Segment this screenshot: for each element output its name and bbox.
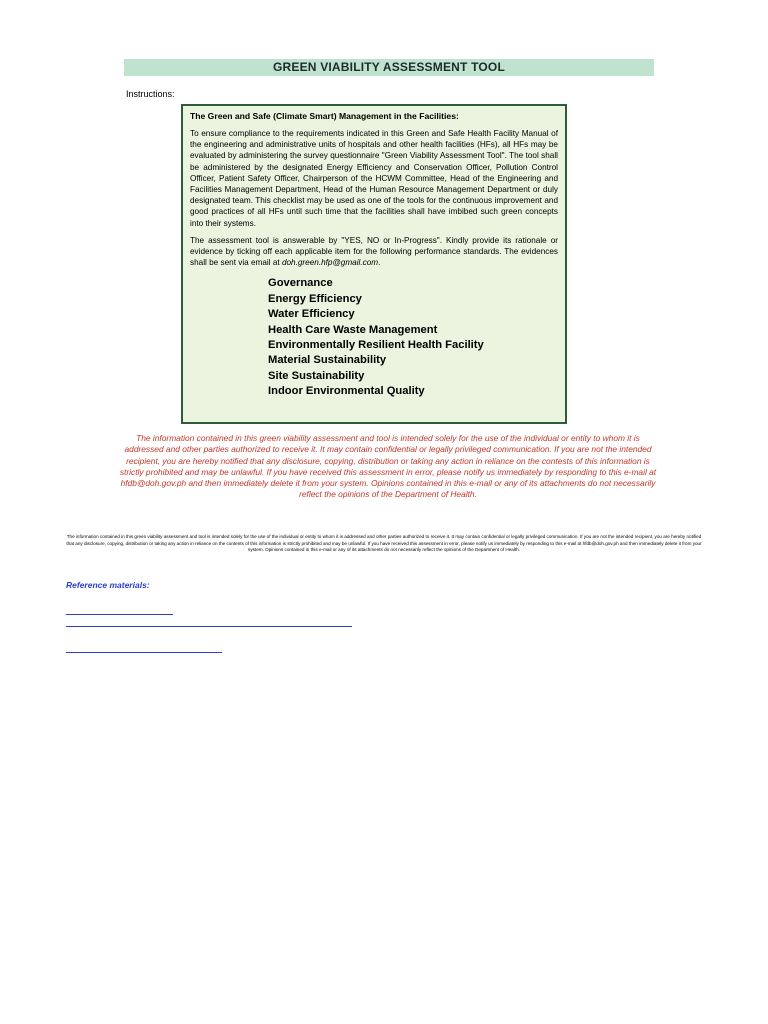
standard-item: Indoor Environmental Quality bbox=[268, 385, 425, 398]
standard-item: Environmentally Resilient Health Facility bbox=[268, 339, 484, 352]
contact-email: doh.green.hfp@gmail.com bbox=[281, 258, 379, 268]
standard-item: Energy Efficiency bbox=[268, 292, 362, 305]
standard-item: Site Sustainability bbox=[268, 369, 365, 382]
instructions-label: Instructions: bbox=[126, 89, 175, 99]
standard-item: Material Sustainability bbox=[268, 354, 387, 367]
standard-item: Governance bbox=[268, 277, 333, 290]
reference-materials-label: Reference materials: bbox=[66, 580, 150, 590]
reference-link-2[interactable] bbox=[66, 626, 352, 627]
instructions-box bbox=[181, 104, 567, 424]
box-paragraph-1: To ensure compliance to the requirements indicated in this Green and Safe Health Facility Manual of the engineering and administrative units of hospitals and other health facilities (HFs), all HFs may be evaluated by administering the survey questionnaire "Green Viability Assessment Tool". The tool shall be administered by the designated Energy Efficiency and Conservation Officer, Pollution Control Officer, Patient Safety Officer, Chairperson of the HCWM Committee, Head of the Engineering and Facilities Management Department, Head of the Human Resource Management Department or duly designated team. This checklist may be used as one of the tools for the continuous improvement and good practices of all HFs until such time that the facilities shall have imbibed such green concepts into their systems. bbox=[190, 129, 558, 228]
reference-link-3[interactable] bbox=[66, 652, 222, 653]
fine-print-notice: The information contained in this green viability assessment and tool is intended solely for the use of the individual or entity to whom it is addressed and other parties authorized to receive it. It may contain confidential or legally privileged communication. If you are not the intended recipient, you are hereby notified that any disclosure, copying, distribution or taking any action in reliance on the contents of this information is strictly prohibited and may be unlawful. If you have received this assessment in error, please notify us immediately by responding to this e-mail at hfdb@doh.gov.ph and then immediately delete it from your system. Opinions contained in this e-mail or any of its attachments do not necessarily reflect the opinions of the Department of Health. bbox=[66, 534, 702, 553]
box-paragraph-2 bbox=[190, 235, 558, 269]
box-paragraph-2-end: . bbox=[378, 258, 381, 268]
confidentiality-notice: The information contained in this green viability assessment and tool is intended solely for the use of the individual or entity to whom it is addressed and other parties authorized to receive it. It may contain confidential or legally privileged communication. If you are not the intended recipient, you are hereby notified that any disclosure, copying, distribution or taking any action in reliance on the contests of this information is strictly prohibited and may be unlawful. If you have received this assessment in error, please notify us immediately by responding to this e-mail at hfdb@doh.gov.ph and then immediately delete it from your system. Opinions contained in this e-mail or any of its attachments do not necessarily reflect the opinions of the Department of Health. bbox=[119, 433, 657, 500]
standard-item: Water Efficiency bbox=[268, 308, 355, 321]
box-heading: The Green and Safe (Climate Smart) Management in the Facilities: bbox=[190, 111, 459, 121]
standard-item: Health Care Waste Management bbox=[268, 323, 438, 336]
reference-link-1[interactable] bbox=[66, 614, 173, 615]
performance-standards-list bbox=[268, 276, 558, 399]
box-paragraph-2-text: The assessment tool is answerable by "YES, NO or In-Progress". Kindly provide its rationale or evidence by ticking off each applicable item for the following performance standards. The evidences shall be sent via email at bbox=[190, 235, 558, 268]
page-title: GREEN VIABILITY ASSESSMENT TOOL bbox=[124, 59, 654, 76]
